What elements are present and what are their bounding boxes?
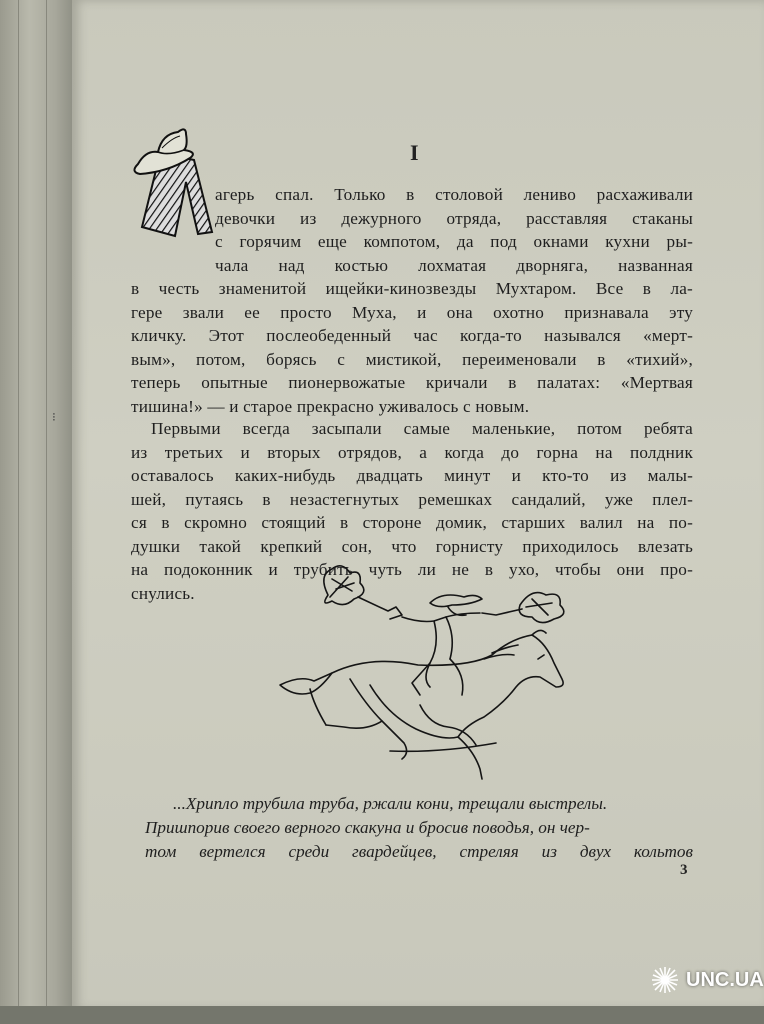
caption-line: том вертелся среди гвардейцев, стреляя из двух кольтов	[145, 842, 693, 861]
page-bottom-edge	[0, 1006, 764, 1024]
text-line: шей, путаясь в незастегнутых ремешках сандалий, уже плел-	[131, 489, 693, 509]
paragraph-1-line-4	[215, 254, 693, 278]
dropcap-letter-illustration	[128, 112, 218, 242]
text-line: оставалось каких-нибудь двадцать минут и кто-то из малы-	[131, 466, 693, 485]
text-line: вым», потом, борясь с мистикой, переименовали в «тихий»,	[131, 349, 693, 369]
text-line: снулись.	[131, 583, 195, 603]
site-watermark	[650, 965, 764, 995]
text-line: в честь знаменитой ищейки-кинозвезды Мухтаром. Все в ла-	[131, 279, 693, 298]
page-number: 3	[680, 862, 688, 878]
text-line: чала над костью лохматая дворняга, названная	[215, 255, 693, 275]
sunburst-icon	[650, 965, 680, 995]
illustration-caption	[145, 792, 693, 864]
text-line: тишина!» — и старое прекрасно уживалось с новым.	[131, 396, 530, 416]
text-line: Первыми всегда засыпали самые маленькие, потом ребята	[151, 419, 693, 438]
chapter-number: I	[410, 140, 419, 165]
book-spine	[0, 0, 74, 1024]
text-line: душки такой крепкий сон, что горнисту приходилось влезать	[131, 536, 693, 556]
caption-line: Пришпорив своего верного скакуна и бросив поводья, он чер-	[145, 818, 590, 837]
text-line: агерь спал. Только в столовой лениво расхаживали	[215, 185, 693, 204]
cowboy-horse-illustration	[270, 555, 580, 790]
watermark-text: UNC.UA	[686, 968, 764, 991]
paragraph-1-body	[131, 277, 693, 418]
text-line: ся в скромно стоящий в стороне домик, старших валил на по-	[131, 513, 693, 532]
text-line: теперь опытные пионервожатые кричали в палатах: «Мертвая	[131, 373, 693, 392]
text-line: кличку. Этот послеобеденный час когда-то назывался «мерт-	[131, 326, 693, 345]
text-line: девочки из дежурного отряда, расставляя стаканы	[215, 208, 693, 228]
spine-crease	[18, 0, 19, 1024]
text-line: на подоконник и трубить чуть ли не в ухо, чтобы они про-	[131, 560, 693, 579]
caption-line: ...Хрипло трубила труба, ржали кони, трещали выстрелы.	[173, 794, 608, 813]
binding-mark: ⁝	[52, 410, 56, 424]
spine-crease	[46, 0, 47, 1024]
paragraph-1-opening	[215, 183, 693, 254]
text-line: с горячим еще компотом, да под окнами кухни ры-	[215, 232, 693, 251]
text-line: из третьих и вторых отрядов, а когда до горна на полдник	[131, 442, 693, 462]
text-line: гере звали ее просто Муха, и она охотно признавала эту	[131, 302, 693, 322]
